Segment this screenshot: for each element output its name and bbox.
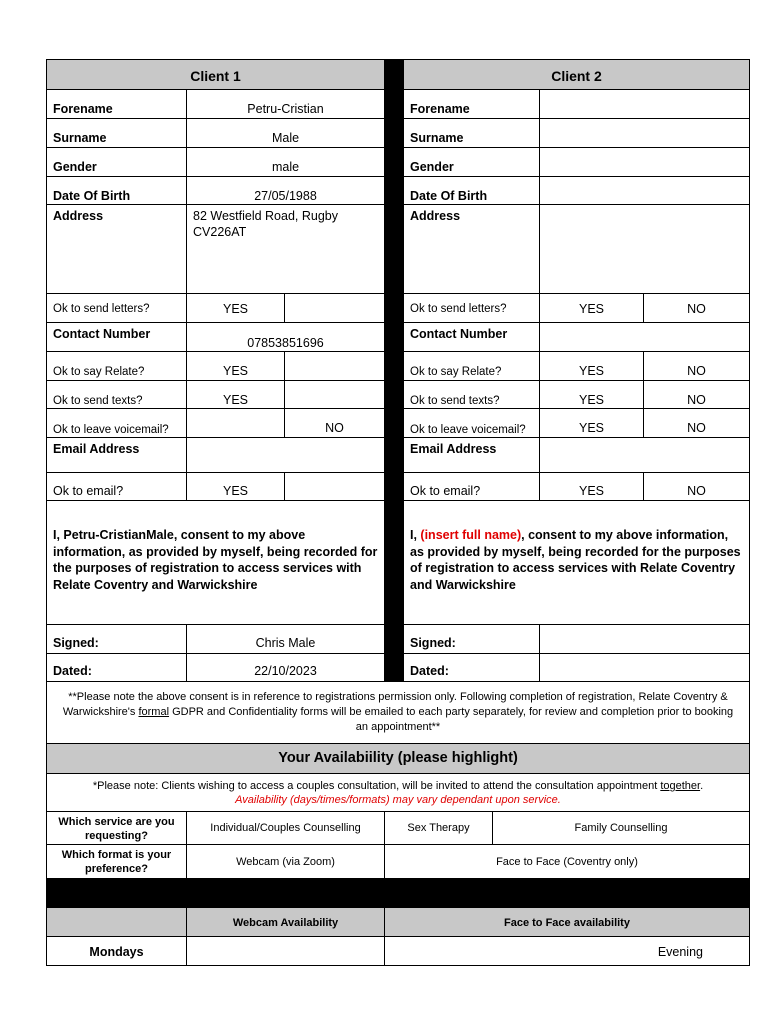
client1-contact-label: Contact Number — [46, 322, 187, 352]
client1-header: Client 1 — [46, 59, 385, 90]
client1-ok-letters-label: Ok to send letters? — [46, 293, 187, 323]
client2-gender-label: Gender — [403, 147, 540, 177]
client2-signed-label: Signed: — [403, 624, 540, 654]
availability-note — [46, 773, 750, 812]
client1-ok-letters-yes[interactable]: YES — [186, 293, 285, 323]
availability-title: Your Availabiility (please highlight) — [46, 743, 750, 774]
client2-consent-rest: , consent to my above information, as provided by myself, being recorded for the purposes of registration to access services with Relate Coventry and Warwickshire — [410, 528, 741, 592]
client2-contact-label: Contact Number — [403, 322, 540, 352]
center-divider — [384, 59, 404, 682]
client1-ok-relate-no[interactable] — [284, 351, 385, 381]
availability-note-line1 — [47, 779, 749, 793]
webcam-availability-header: Webcam Availability — [186, 907, 385, 937]
service-option-family[interactable]: Family Counselling — [492, 811, 750, 845]
client1-ok-texts-yes[interactable]: YES — [186, 380, 285, 409]
client1-dob-label: Date Of Birth — [46, 176, 187, 205]
client1-signed-value[interactable]: Chris Male — [186, 624, 385, 654]
client2-dated-label: Dated: — [403, 653, 540, 682]
notice-underlined: formal — [138, 706, 170, 718]
service-option-individual-couples[interactable]: Individual/Couples Counselling — [186, 811, 385, 845]
client1-dated-label: Dated: — [46, 653, 187, 682]
mondays-f2f-cell[interactable]: Evening — [384, 936, 750, 966]
client2-dob-value[interactable] — [539, 176, 750, 205]
client2-consent-start: I, — [410, 528, 421, 542]
client1-forename-value[interactable]: Petru-Cristian — [186, 89, 385, 119]
client1-ok-voicemail-label: Ok to leave voicemail? — [46, 408, 187, 438]
client1-ok-relate-yes[interactable]: YES — [186, 351, 285, 381]
notice-part2: GDPR and Confidentiality forms will be emailed to each party separately, for review and completion prior to booking an appointment** — [169, 706, 734, 733]
client2-email-value[interactable] — [539, 437, 750, 473]
notice-part1: **Please note the above consent is in reference to registrations permission only. Following completion of registration, Relate Coventry & Warwickshire's — [62, 691, 728, 718]
client1-dob-value[interactable]: 27/05/1988 — [186, 176, 385, 205]
client1-email-label: Email Address — [46, 437, 187, 473]
client2-surname-label: Surname — [403, 118, 540, 148]
client1-ok-voicemail-no[interactable]: NO — [284, 408, 385, 438]
client1-signed-label: Signed: — [46, 624, 187, 654]
client1-ok-texts-label: Ok to send texts? — [46, 380, 187, 409]
client2-email-label: Email Address — [403, 437, 540, 473]
client2-ok-relate-yes[interactable]: YES — [539, 351, 644, 381]
client2-address-value[interactable] — [539, 204, 750, 294]
consent-notice — [46, 681, 750, 744]
client1-address-line2: CV226AT — [193, 225, 247, 239]
client1-gender-value[interactable]: male — [186, 147, 385, 177]
client2-ok-texts-yes[interactable]: YES — [539, 380, 644, 409]
client2-consent-name-placeholder: (insert full name) — [420, 528, 522, 542]
mondays-webcam-cell[interactable] — [186, 936, 385, 966]
client2-ok-texts-no[interactable]: NO — [643, 380, 750, 409]
client1-ok-email-yes[interactable]: YES — [186, 472, 285, 501]
client2-ok-voicemail-no[interactable]: NO — [643, 408, 750, 438]
client2-gender-value[interactable] — [539, 147, 750, 177]
client2-ok-letters-no[interactable]: NO — [643, 293, 750, 323]
client1-ok-texts-no[interactable] — [284, 380, 385, 409]
client1-consent-text: I, Petru-CristianMale, consent to my above information, as provided by myself, being recorded for the purposes of registration to access services with Relate Coventry and Warwickshire — [46, 500, 385, 625]
client1-forename-label: Forename — [46, 89, 187, 119]
availability-corner-cell — [46, 907, 187, 937]
client2-ok-email-yes[interactable]: YES — [539, 472, 644, 501]
client1-ok-email-label: Ok to email? — [46, 472, 187, 501]
format-option-face-to-face[interactable]: Face to Face (Coventry only) — [384, 844, 750, 879]
client2-consent-text — [403, 500, 750, 625]
availability-note-underlined: together — [660, 780, 701, 792]
client2-dated-value[interactable] — [539, 653, 750, 682]
client2-address-label: Address — [403, 204, 540, 294]
client2-ok-email-label: Ok to email? — [403, 472, 540, 501]
client1-ok-voicemail-yes[interactable] — [186, 408, 285, 438]
client2-ok-letters-yes[interactable]: YES — [539, 293, 644, 323]
service-option-sex-therapy[interactable]: Sex Therapy — [384, 811, 493, 845]
client2-ok-voicemail-label: Ok to leave voicemail? — [403, 408, 540, 438]
client1-address-line1: 82 Westfield Road, Rugby — [193, 209, 338, 223]
client2-surname-value[interactable] — [539, 118, 750, 148]
client1-email-value[interactable] — [186, 437, 385, 473]
client2-ok-email-no[interactable]: NO — [643, 472, 750, 501]
client1-ok-relate-label: Ok to say Relate? — [46, 351, 187, 381]
availability-note-end: . — [700, 780, 704, 792]
client1-address-label: Address — [46, 204, 187, 294]
client2-header: Client 2 — [403, 59, 750, 90]
client2-dob-label: Date Of Birth — [403, 176, 540, 205]
client1-gender-label: Gender — [46, 147, 187, 177]
availability-note-part1: *Please note: Clients wishing to access a couples consultation, will be invited to attend the consultation appointment — [92, 780, 661, 792]
client2-contact-value[interactable] — [539, 322, 750, 352]
black-separator-bar — [46, 878, 750, 908]
client2-ok-relate-no[interactable]: NO — [643, 351, 750, 381]
client1-ok-letters-no[interactable] — [284, 293, 385, 323]
client1-surname-label: Surname — [46, 118, 187, 148]
mondays-label: Mondays — [46, 936, 187, 966]
client1-address-value[interactable] — [186, 204, 385, 294]
f2f-availability-header: Face to Face availability — [384, 907, 750, 937]
client2-ok-voicemail-yes[interactable]: YES — [539, 408, 644, 438]
client1-surname-value[interactable]: Male — [186, 118, 385, 148]
client2-forename-label: Forename — [403, 89, 540, 119]
client1-contact-value[interactable]: 07853851696 — [186, 322, 385, 352]
client2-signed-value[interactable] — [539, 624, 750, 654]
client2-ok-letters-label: Ok to send letters? — [403, 293, 540, 323]
format-label: Which format is your preference? — [46, 844, 187, 879]
availability-note-red: Availability (days/times/formats) may vary dependant upon service. — [235, 794, 561, 806]
format-option-webcam[interactable]: Webcam (via Zoom) — [186, 844, 385, 879]
registration-form — [46, 59, 750, 966]
client1-dated-value[interactable]: 22/10/2023 — [186, 653, 385, 682]
client2-ok-relate-label: Ok to say Relate? — [403, 351, 540, 381]
client2-ok-texts-label: Ok to send texts? — [403, 380, 540, 409]
client1-ok-email-no[interactable] — [284, 472, 385, 501]
service-label: Which service are you requesting? — [46, 811, 187, 845]
client2-forename-value[interactable] — [539, 89, 750, 119]
